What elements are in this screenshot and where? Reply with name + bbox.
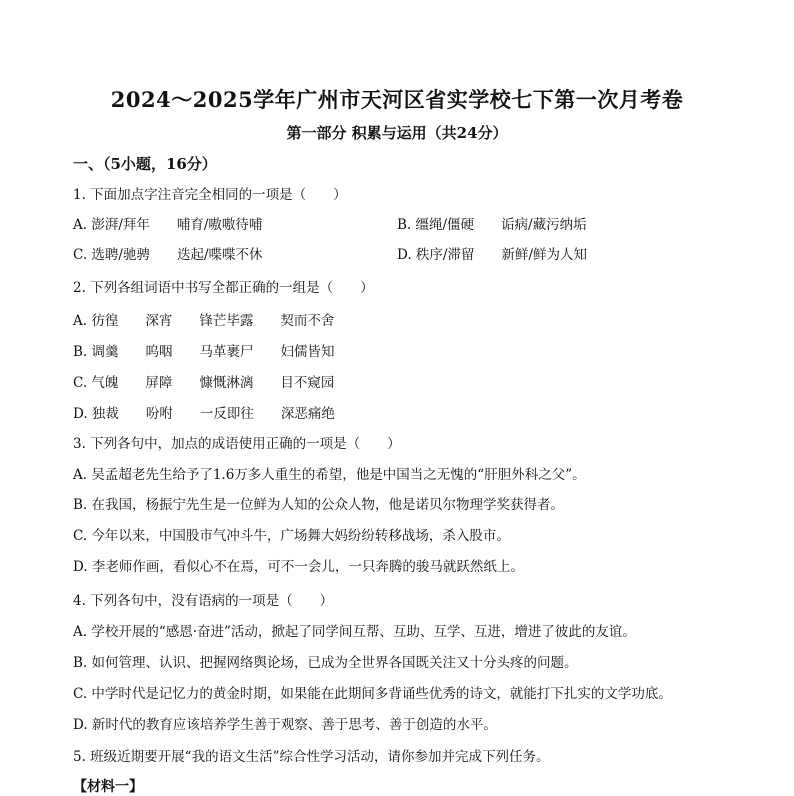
question-4-option-c: C. 中学时代是记忆力的黄金时期，如果能在此期间多背诵些优秀的诗文，就能打下扎实的文学功底。: [73, 686, 672, 702]
question-3-option-b: B. 在我国，杨振宁先生是一位鲜为人知的公众人物，他是诺贝尔物理学奖获得者。: [73, 497, 565, 513]
question-3-option-d: D. 李老师作画，看似心不在焉，可不一会儿，一只奔腾的骏马就跃然纸上。: [73, 559, 524, 575]
question-4-stem: 4. 下列各句中，没有语病的一项是（ ）: [73, 593, 334, 609]
question-4-option-b: B. 如何管理、认识、把握网络舆论场，已成为全世界各国既关注又十分头疼的问题。: [73, 655, 578, 671]
materials-label: 【材料一】: [73, 779, 143, 795]
question-2-option-b: B. 调羹 呜咽 马革裹尸 妇儒皆知: [73, 344, 335, 360]
question-2-option-c: C. 气魄 屏障 慷慨淋漓 目不窥园: [73, 375, 335, 391]
question-2-option-d: D. 独裁 吩咐 一反即往 深恶痛绝: [73, 406, 335, 422]
question-1-option-d: D. 秩序/滞留 新鲜/鲜为人知: [397, 247, 588, 263]
question-4-option-a: A. 学校开展的“感恩·奋进”活动，掀起了同学间互帮、互助、互学、互进，增进了彼此的友谊。: [73, 624, 636, 640]
part-heading: 第一部分 积累与运用（共24分）: [286, 124, 508, 142]
question-4-option-d: D. 新时代的教育应该培养学生善于观察、善于思考、善于创造的水平。: [73, 717, 497, 733]
question-3-stem: 3. 下列各句中，加点的成语使用正确的一项是（ ）: [73, 436, 401, 452]
question-5-stem: 5. 班级近期要开展“我的语文生活”综合性学习活动，请你参加并完成下列任务。: [73, 749, 550, 765]
question-1-stem: 1. 下面加点字注音完全相同的一项是（ ）: [73, 187, 347, 203]
question-1-option-b: B. 缰绳/僵硬 诟病/藏污纳垢: [397, 217, 587, 233]
section-heading: 一、（5小题，16分）: [73, 155, 217, 173]
question-1-option-c: C. 选聘/驰骋 迭起/喋喋不休: [73, 247, 263, 263]
question-1-option-a: A. 澎湃/拜年 哺育/嗷嗷待哺: [73, 217, 263, 233]
question-3-option-a: A. 吴孟超老先生给予了1.6万多人重生的希望，他是中国当之无愧的“肝胆外科之父”。: [73, 467, 586, 483]
question-2-option-a: A. 彷徨 深宵 锋芒毕露 契而不舍: [73, 313, 335, 329]
question-3-option-c: C. 今年以来，中国股市气冲斗牛，广场舞大妈纷纷转移战场，杀入股市。: [73, 528, 510, 544]
exam-title: 2024～2025学年广州市天河区省实学校七下第一次月考卷: [110, 87, 684, 112]
question-2-stem: 2. 下列各组词语中书写全都正确的一组是（ ）: [73, 280, 374, 296]
